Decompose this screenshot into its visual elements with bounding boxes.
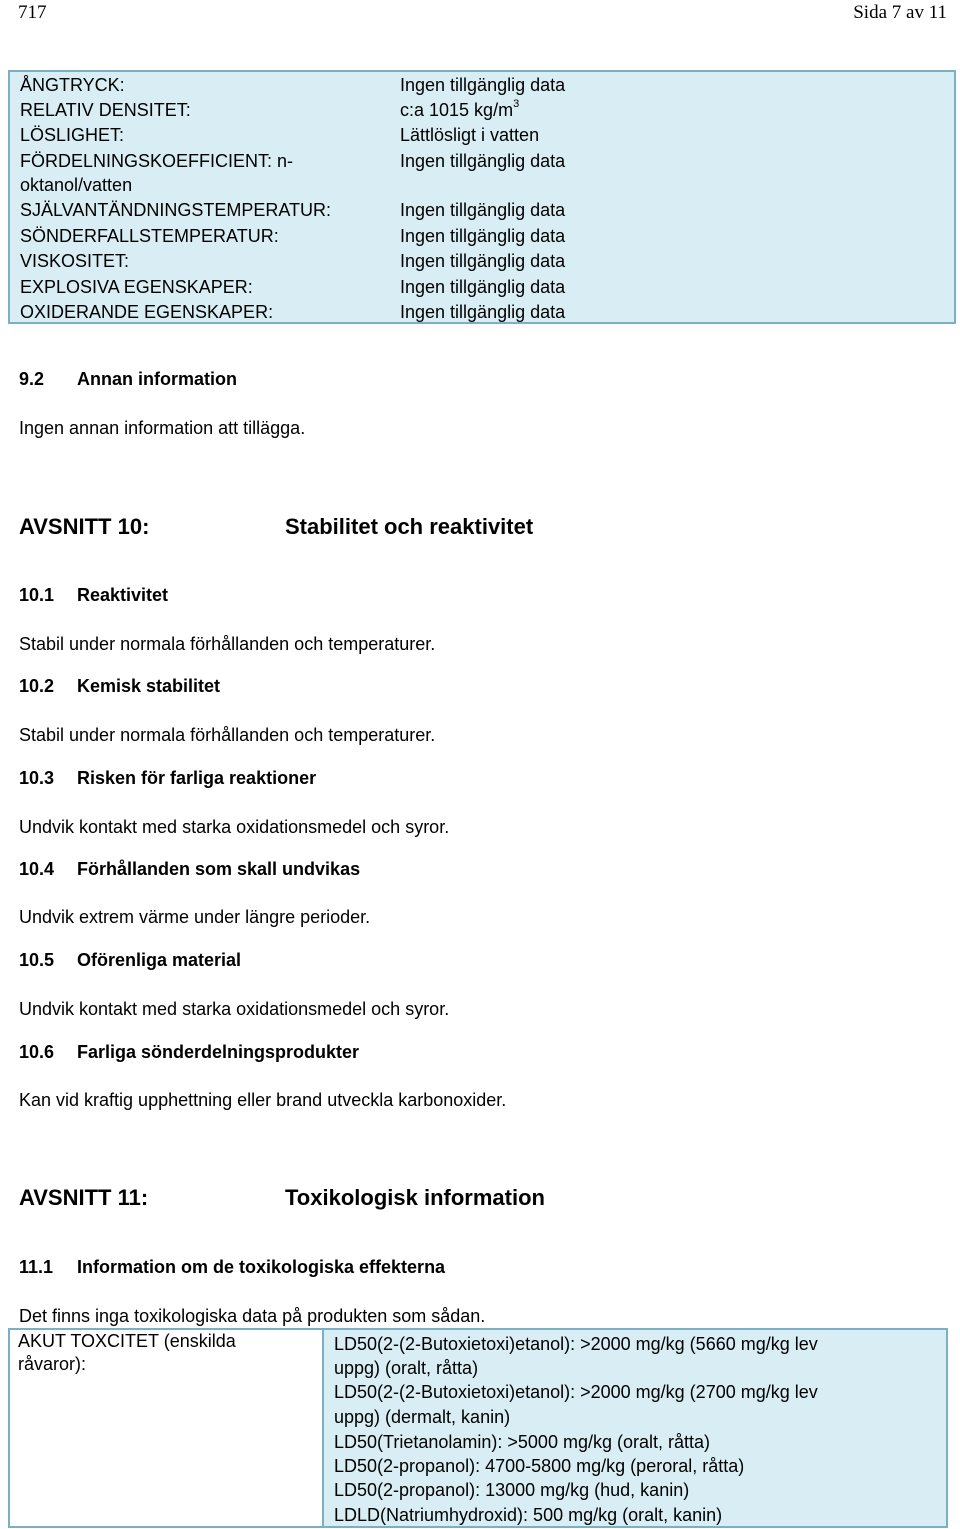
property-value-text: c:a 1015 kg/m <box>400 100 514 120</box>
property-value: Ingen tillgänglig data <box>400 200 566 220</box>
subsection-text: Det finns inga toxikologiska data på produkten som sådan. <box>19 1306 486 1326</box>
label-line: AKUT TOXCITET (enskilda <box>18 1331 236 1351</box>
toxicity-line: LD50(2-propanol): 13000 mg/kg (hud, kanin) <box>334 1480 690 1500</box>
subsection-number: 10.4 <box>19 859 55 879</box>
property-label: RELATIV DENSITET: <box>20 100 191 120</box>
acute-toxicity-label <box>18 1330 308 1376</box>
subsection-title: Förhållanden som skall undvikas <box>77 859 361 879</box>
subsection-title: Reaktivitet <box>77 585 169 605</box>
toxicity-line: LD50(Trietanolamin): >5000 mg/kg (oralt, råtta) <box>334 1432 710 1452</box>
subsection-title: Farliga sönderdelningsprodukter <box>77 1042 360 1062</box>
subsection-number: 9.2 <box>19 369 45 389</box>
toxicity-line: LD50(2-(2-Butoxietoxi)etanol): >2000 mg/kg (2700 mg/kg lev <box>334 1382 818 1402</box>
subsection-heading <box>19 950 241 971</box>
subsection-number: 11.1 <box>19 1257 54 1277</box>
toxicity-line: uppg) (dermalt, kanin) <box>334 1407 511 1427</box>
property-label: SÖNDERFALLSTEMPERATUR: <box>20 226 279 246</box>
document-number: 717 <box>18 2 47 23</box>
subsection-number: 10.1 <box>19 585 55 605</box>
property-value <box>400 98 519 122</box>
property-label: SJÄLVANTÄNDNINGSTEMPERATUR: <box>20 200 332 220</box>
section-title: Stabilitet och reaktivitet <box>285 514 534 539</box>
property-label: LÖSLIGHET: <box>20 125 125 145</box>
property-value: Ingen tillgänglig data <box>400 302 566 322</box>
subsection-number: 10.6 <box>19 1042 55 1062</box>
subsection-text: Undvik kontakt med starka oxidationsmedel och syror. <box>19 999 450 1019</box>
section-title: Toxikologisk information <box>285 1185 545 1210</box>
subsection-heading <box>19 859 360 880</box>
property-label-continued: oktanol/vatten <box>20 175 133 195</box>
physical-properties-table <box>8 70 956 324</box>
subsection-number: 10.5 <box>19 950 55 970</box>
property-value: Ingen tillgänglig data <box>400 251 566 271</box>
toxicity-line: LD50(2-propanol): 4700-5800 mg/kg (peroral, råtta) <box>334 1456 745 1476</box>
subsection-heading <box>19 1042 359 1063</box>
property-value: Ingen tillgänglig data <box>400 151 566 171</box>
subsection-text: Kan vid kraftig upphettning eller brand utveckla karbonoxider. <box>19 1090 507 1110</box>
subsection-text: Undvik extrem värme under längre perioder. <box>19 907 371 927</box>
subsection-heading <box>19 369 237 390</box>
subsection-number: 10.2 <box>19 676 55 696</box>
property-label: FÖRDELNINGSKOEFFICIENT: n- <box>20 151 294 171</box>
toxicity-line: LDLD(Natriumhydroxid): 500 mg/kg (oralt, kanin) <box>334 1505 723 1525</box>
subsection-title: Kemisk stabilitet <box>77 676 221 696</box>
label-line: råvaror): <box>18 1354 87 1374</box>
subsection-heading <box>19 585 168 606</box>
property-label: ÅNGTRYCK: <box>20 75 125 95</box>
section-label: AVSNITT 10: <box>19 514 150 539</box>
subsection-text: Ingen annan information att tillägga. <box>19 418 306 438</box>
acute-toxicity-table <box>8 1328 948 1528</box>
subsection-heading <box>19 1257 445 1278</box>
superscript: 3 <box>513 98 520 110</box>
subsection-text: Undvik kontakt med starka oxidationsmedel och syror. <box>19 817 450 837</box>
subsection-text: Stabil under normala förhållanden och temperaturer. <box>19 725 436 745</box>
property-label: EXPLOSIVA EGENSKAPER: <box>20 277 253 297</box>
subsection-heading <box>19 676 220 697</box>
property-value: Ingen tillgänglig data <box>400 277 566 297</box>
subsection-heading <box>19 768 316 789</box>
property-value: Ingen tillgänglig data <box>400 226 566 246</box>
subsection-text: Stabil under normala förhållanden och temperaturer. <box>19 634 436 654</box>
subsection-title: Oförenliga material <box>77 950 242 970</box>
subsection-title: Information om de toxikologiska effekterna <box>77 1257 446 1277</box>
section-label: AVSNITT 11: <box>19 1185 149 1210</box>
subsection-title: Risken för farliga reaktioner <box>77 768 317 788</box>
property-label: VISKOSITET: <box>20 251 130 271</box>
property-value: Lättlösligt i vatten <box>400 125 540 145</box>
property-label: OXIDERANDE EGENSKAPER: <box>20 302 274 322</box>
toxicity-values <box>322 1330 946 1526</box>
subsection-number: 10.3 <box>19 768 55 788</box>
subsection-title: Annan information <box>77 369 237 389</box>
page-indicator: Sida 7 av 11 <box>853 2 947 23</box>
property-value: Ingen tillgänglig data <box>400 75 566 95</box>
toxicity-line: LD50(2-(2-Butoxietoxi)etanol): >2000 mg/kg (5660 mg/kg lev <box>334 1334 818 1354</box>
toxicity-line: uppg) (oralt, råtta) <box>334 1358 479 1378</box>
